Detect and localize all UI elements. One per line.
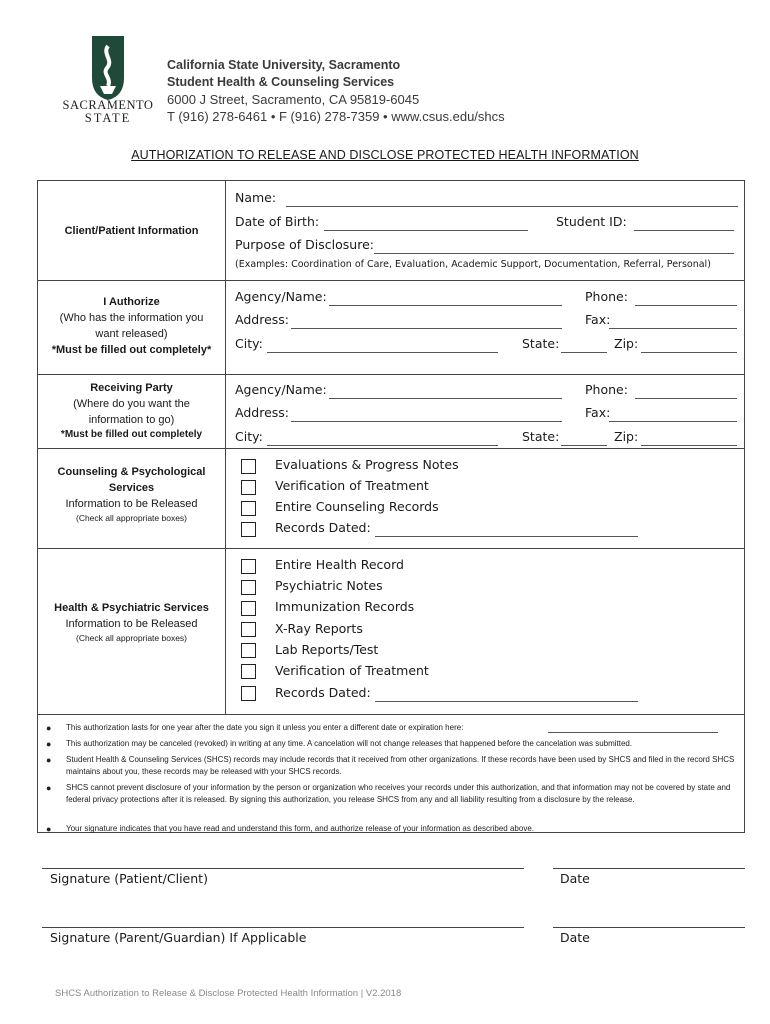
authorize-zip-label: Zip: bbox=[614, 336, 639, 351]
org-name: California State University, Sacramento bbox=[167, 58, 401, 72]
row-divider bbox=[38, 280, 744, 281]
receiving-city-field[interactable] bbox=[267, 445, 498, 446]
checkbox-health-verification[interactable] bbox=[241, 664, 256, 679]
health-records-dated-field[interactable] bbox=[375, 701, 638, 702]
receiving-fax-label: Fax: bbox=[585, 405, 611, 420]
patient-signature-label: Signature (Patient/Client) bbox=[50, 871, 208, 886]
health-heading: Health & Psychiatric Services bbox=[54, 602, 209, 614]
health-item-label: Lab Reports/Test bbox=[275, 642, 379, 657]
authorize-address-field[interactable] bbox=[291, 328, 562, 329]
receiving-phone-field[interactable] bbox=[635, 398, 737, 399]
client-section-label: Client/Patient Information bbox=[64, 225, 199, 237]
health-subheading: Information to be Released bbox=[65, 618, 198, 630]
health-hint: (Check all appropriate boxes) bbox=[75, 633, 188, 643]
purpose-field[interactable] bbox=[374, 253, 734, 254]
organization-block bbox=[167, 57, 505, 125]
receiving-heading: Receiving Party bbox=[90, 382, 173, 394]
receiving-state-field[interactable] bbox=[561, 445, 607, 446]
authorize-section-label bbox=[38, 294, 225, 358]
receiving-city-label: City: bbox=[235, 429, 263, 444]
authorize-city-label: City: bbox=[235, 336, 263, 351]
checkbox-entire-health-record[interactable] bbox=[241, 559, 256, 574]
authorize-desc-2: want released) bbox=[95, 328, 168, 340]
column-divider bbox=[225, 181, 226, 714]
health-item-label: Psychiatric Notes bbox=[275, 578, 383, 593]
health-item-label: Records Dated: bbox=[275, 685, 371, 700]
checkbox-xray-reports[interactable] bbox=[241, 622, 256, 637]
checkbox-counseling-records-dated[interactable] bbox=[241, 522, 256, 537]
authorize-agency-field[interactable] bbox=[329, 305, 562, 306]
patient-signature-date-field[interactable] bbox=[553, 868, 745, 869]
health-item-label: X-Ray Reports bbox=[275, 621, 363, 636]
page-footer: SHCS Authorization to Release & Disclose Protected Health Information | V2.2018 bbox=[55, 988, 402, 999]
counseling-item-label: Entire Counseling Records bbox=[275, 499, 439, 514]
document-title: AUTHORIZATION TO RELEASE AND DISCLOSE PROTECTED HEALTH INFORMATION bbox=[131, 148, 639, 162]
counseling-section-label bbox=[38, 464, 225, 525]
authorize-state-label: State: bbox=[522, 336, 560, 351]
counseling-subheading: Information to be Released bbox=[65, 498, 198, 510]
purpose-examples: (Examples: Coordination of Care, Evaluation, Academic Support, Documentation, Referral, Personal) bbox=[235, 259, 711, 270]
health-item-label: Entire Health Record bbox=[275, 557, 404, 572]
authorize-heading: I Authorize bbox=[103, 296, 160, 308]
expiration-date-field[interactable] bbox=[548, 732, 718, 733]
bullet-item: ● Your signature indicates that you have read and understand this form, and authorize release of your information as described above. bbox=[46, 824, 534, 834]
checkbox-entire-counseling-records[interactable] bbox=[241, 501, 256, 516]
org-address: 6000 J Street, Sacramento, CA 95819-6045 bbox=[167, 92, 420, 107]
bullet-item: ● Student Health & Counseling Services (SHCS) records may include records that it received from other organizations. If these records have been used by SHCS and filed in the record SHCS maintains about you, these records may be released with your SHCS records. bbox=[46, 755, 735, 776]
receiving-state-label: State: bbox=[522, 429, 560, 444]
bullet-icon: ● bbox=[46, 723, 52, 733]
row-divider bbox=[38, 548, 744, 549]
checkbox-counseling-verification[interactable] bbox=[241, 480, 256, 495]
bullet-item: ● This authorization lasts for one year after the date you sign it unless you enter a different date or expiration here: bbox=[46, 723, 464, 733]
name-label: Name: bbox=[235, 190, 277, 205]
checkbox-psychiatric-notes[interactable] bbox=[241, 580, 256, 595]
receiving-address-label: Address: bbox=[235, 405, 289, 420]
authorize-phone-field[interactable] bbox=[635, 305, 737, 306]
student-id-field[interactable] bbox=[634, 230, 734, 231]
receiving-agency-field[interactable] bbox=[329, 398, 562, 399]
checkbox-health-records-dated[interactable] bbox=[241, 686, 256, 701]
row-divider bbox=[38, 448, 744, 449]
counseling-item-label: Evaluations & Progress Notes bbox=[275, 457, 459, 472]
patient-date-label: Date bbox=[560, 871, 590, 886]
checkbox-lab-reports[interactable] bbox=[241, 643, 256, 658]
receiving-zip-label: Zip: bbox=[614, 429, 639, 444]
counseling-item-label: Verification of Treatment bbox=[275, 478, 429, 493]
bullet-icon: ● bbox=[46, 755, 52, 765]
bullet-icon: ● bbox=[46, 739, 52, 749]
row-divider bbox=[38, 374, 744, 375]
receiving-phone-label: Phone: bbox=[585, 382, 628, 397]
authorize-fax-field[interactable] bbox=[609, 328, 737, 329]
purpose-label: Purpose of Disclosure: bbox=[235, 237, 374, 252]
authorize-state-field[interactable] bbox=[561, 352, 607, 353]
counseling-records-dated-field[interactable] bbox=[375, 536, 638, 537]
receiving-fax-field[interactable] bbox=[609, 421, 737, 422]
org-contact: T (916) 278-6461 • F (916) 278-7359 • www.csus.edu/shcs bbox=[167, 109, 505, 124]
counseling-heading-2: Services bbox=[108, 482, 155, 494]
health-item-label: Verification of Treatment bbox=[275, 663, 429, 678]
authorize-city-field[interactable] bbox=[267, 352, 498, 353]
receiving-zip-field[interactable] bbox=[641, 445, 737, 446]
counseling-heading-1: Counseling & Psychological bbox=[57, 466, 206, 478]
bullet-item: ● SHCS cannot prevent disclosure of your information by the person or organization who receives your records under this authorization, and that information may not be covered by state and federal privacy protections after it is released. By signing this authorization, you release SHCS from any and all liability resulting from a disclosure by the release. bbox=[46, 783, 731, 804]
receiving-desc-1: (Where do you want the bbox=[73, 398, 190, 410]
student-id-label: Student ID: bbox=[556, 214, 627, 229]
org-department: Student Health & Counseling Services bbox=[167, 75, 395, 89]
checkbox-immunization-records[interactable] bbox=[241, 601, 256, 616]
authorize-address-label: Address: bbox=[235, 312, 289, 327]
guardian-signature-field[interactable] bbox=[42, 927, 524, 928]
checkbox-evaluations-progress-notes[interactable] bbox=[241, 459, 256, 474]
logo-wordmark-sacramento: SACRAMENTO bbox=[62, 98, 154, 112]
logo-wordmark-state: STATE bbox=[84, 111, 132, 125]
bullet-icon: ● bbox=[46, 824, 52, 834]
receiving-note: *Must be filled out completely bbox=[60, 429, 203, 440]
authorize-zip-field[interactable] bbox=[641, 352, 737, 353]
authorize-phone-label: Phone: bbox=[585, 289, 628, 304]
row-divider bbox=[38, 714, 744, 715]
patient-signature-field[interactable] bbox=[42, 868, 524, 869]
bullet-icon: ● bbox=[46, 783, 52, 793]
guardian-signature-date-field[interactable] bbox=[553, 927, 745, 928]
health-item-label: Immunization Records bbox=[275, 599, 415, 614]
receiving-section-label bbox=[38, 380, 225, 441]
authorize-agency-label: Agency/Name: bbox=[235, 289, 327, 304]
counseling-hint: (Check all appropriate boxes) bbox=[75, 513, 188, 523]
bullet-item: ● This authorization may be canceled (revoked) in writing at any time. A cancelation will not change releases that happened before the cancelation was submitted. bbox=[46, 739, 633, 749]
health-section-label bbox=[38, 600, 225, 645]
dob-label: Date of Birth: bbox=[235, 214, 320, 229]
receiving-desc-2: information to go) bbox=[88, 414, 175, 426]
receiving-address-field[interactable] bbox=[291, 421, 562, 422]
authorize-desc-1: (Who has the information you bbox=[59, 312, 204, 324]
counseling-item-label: Records Dated: bbox=[275, 520, 371, 535]
guardian-date-label: Date bbox=[560, 930, 590, 945]
authorize-note: *Must be filled out completely* bbox=[51, 344, 212, 356]
authorization-form bbox=[37, 180, 745, 833]
name-field[interactable] bbox=[286, 206, 738, 207]
receiving-agency-label: Agency/Name: bbox=[235, 382, 327, 397]
guardian-signature-label: Signature (Parent/Guardian) If Applicable bbox=[50, 930, 307, 945]
authorize-fax-label: Fax: bbox=[585, 312, 611, 327]
dob-field[interactable] bbox=[324, 230, 528, 231]
